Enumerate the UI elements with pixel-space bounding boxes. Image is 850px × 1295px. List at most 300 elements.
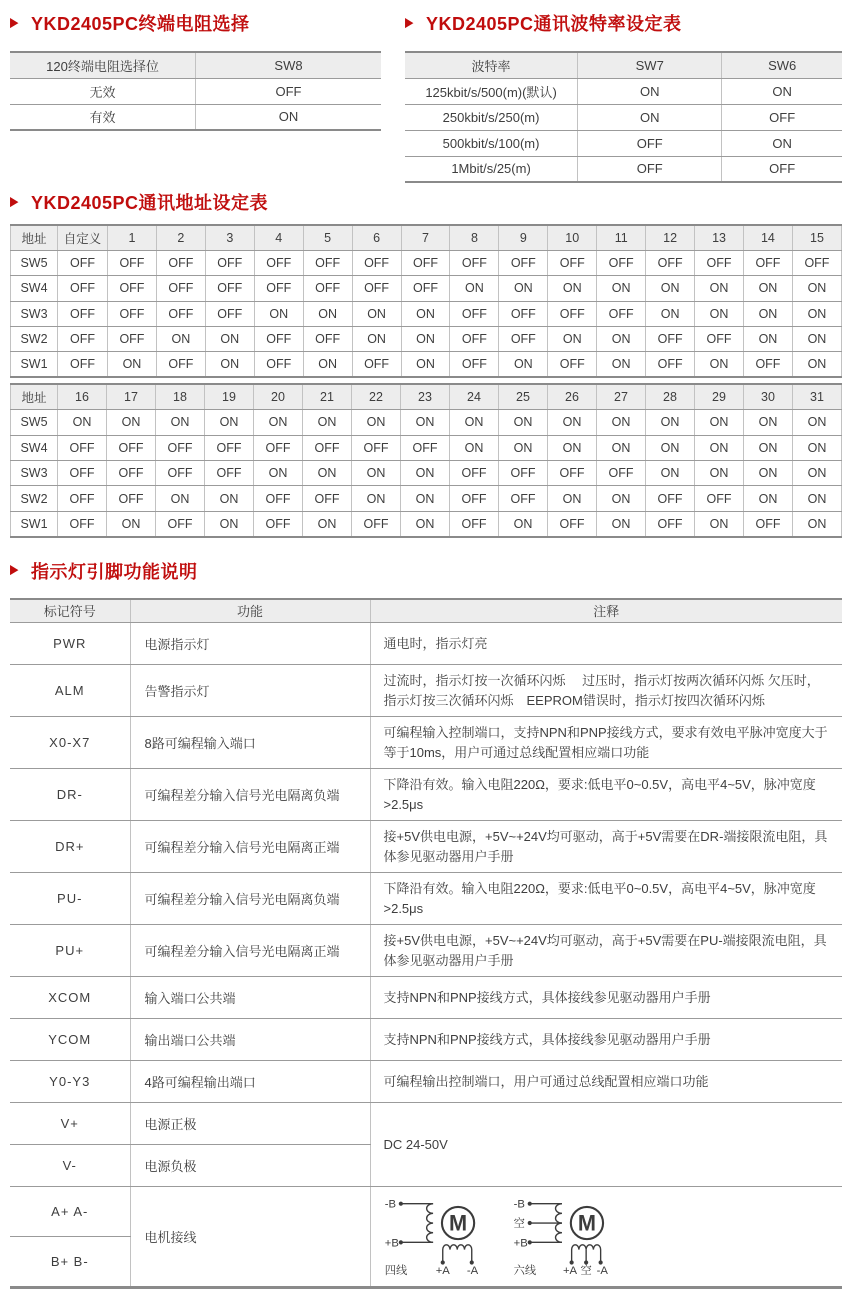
switch-state-cell: OFF xyxy=(58,486,107,511)
address-column-header: 23 xyxy=(401,384,450,409)
switch-state-cell: ON xyxy=(499,435,548,460)
pin-row xyxy=(10,1187,842,1237)
switch-state-cell: OFF xyxy=(58,250,108,275)
switch-state-cell: ON xyxy=(695,276,744,301)
svg-text:空: 空 xyxy=(580,1264,592,1277)
address-column-header: 4 xyxy=(254,225,303,250)
top-tables-row xyxy=(10,10,842,183)
switch-state-cell: OFF xyxy=(743,352,792,377)
switch-state-cell: ON xyxy=(401,301,450,326)
switch-row-header: SW5 xyxy=(11,410,58,435)
address-column-header: 30 xyxy=(744,384,793,409)
table-cell: 500kbit/s/100(m) xyxy=(405,130,578,156)
switch-state-cell: OFF xyxy=(499,461,548,486)
address-column-header: 8 xyxy=(450,225,499,250)
switch-state-cell: ON xyxy=(352,410,401,435)
switch-state-cell: OFF xyxy=(401,435,450,460)
switch-state-cell: ON xyxy=(254,461,303,486)
address-column-header: 24 xyxy=(450,384,499,409)
switch-state-cell: ON xyxy=(695,461,744,486)
pin-function-cell: 可编程差分输入信号光电隔离负端 xyxy=(130,873,370,925)
switch-state-cell: ON xyxy=(108,352,157,377)
switch-state-cell: OFF xyxy=(450,486,499,511)
switch-state-cell: ON xyxy=(401,352,450,377)
address-column-header: 16 xyxy=(58,384,107,409)
switch-state-cell: OFF xyxy=(597,250,646,275)
switch-state-cell: OFF xyxy=(450,352,499,377)
address-column-header: 10 xyxy=(548,225,597,250)
pin-note-cell: 可编程输入控制端口，支持NPN和PNP接线方式，要求有效电平脉冲宽度大于等于10ms，用户可通过总线配置相应端口功能 xyxy=(370,717,842,769)
pin-note-cell: 支持NPN和PNP接线方式，具体接线参见驱动器用户手册 xyxy=(370,977,842,1019)
table-cell: OFF xyxy=(578,156,722,182)
table-cell: 125kbit/s/500(m)(默认) xyxy=(405,78,578,104)
column-header: 120终端电阻选择位 xyxy=(10,52,196,78)
switch-row-header: SW4 xyxy=(11,276,58,301)
switch-state-cell: OFF xyxy=(107,486,156,511)
pin-note-cell: 下降沿有效。输入电阻220Ω，要求:低电平0~0.5V，高电平4~5V，脉冲宽度>2.5μs xyxy=(370,873,842,925)
switch-state-cell: OFF xyxy=(352,511,401,536)
pin-row xyxy=(10,925,842,977)
svg-text:+B: +B xyxy=(384,1237,399,1250)
pin-note-cell: 支持NPN和PNP接线方式，具体接线参见驱动器用户手册 xyxy=(370,1019,842,1061)
switch-state-cell: ON xyxy=(352,461,401,486)
pin-function-cell: 告警指示灯 xyxy=(130,665,370,717)
pin-row xyxy=(10,717,842,769)
switch-state-cell: ON xyxy=(793,486,842,511)
switch-state-cell: OFF xyxy=(156,352,205,377)
switch-state-cell: OFF xyxy=(646,250,695,275)
svg-text:四线: 四线 xyxy=(384,1264,407,1277)
switch-state-cell: ON xyxy=(107,410,156,435)
switch-state-cell: ON xyxy=(450,410,499,435)
switch-state-cell: OFF xyxy=(450,250,499,275)
switch-state-cell: OFF xyxy=(58,352,108,377)
table-cell: ON xyxy=(722,130,842,156)
switch-state-cell: ON xyxy=(156,486,205,511)
switch-state-cell: ON xyxy=(646,435,695,460)
table-row xyxy=(405,130,842,156)
switch-state-cell: OFF xyxy=(107,435,156,460)
switch-state-cell: ON xyxy=(793,461,842,486)
terminal-section-heading xyxy=(10,10,381,36)
switch-state-cell: OFF xyxy=(108,250,157,275)
switch-row xyxy=(11,461,842,486)
switch-row xyxy=(11,352,842,377)
pin-function-cell: 电机接线 xyxy=(130,1187,370,1288)
switch-state-cell: ON xyxy=(156,410,205,435)
triangle-bullet-icon: ▶ xyxy=(10,194,19,209)
switch-state-cell: ON xyxy=(156,327,205,352)
switch-state-cell: ON xyxy=(450,435,499,460)
pin-symbol-cell: B+ B- xyxy=(10,1237,130,1287)
switch-state-cell: ON xyxy=(499,511,548,536)
pin-function-cell: 可编程差分输入信号光电隔离正端 xyxy=(130,821,370,873)
section-pin-functions xyxy=(10,558,842,1289)
six-wire-motor-diagram xyxy=(513,1199,608,1277)
switch-state-cell: OFF xyxy=(58,276,108,301)
pin-symbol-cell: Y0-Y3 xyxy=(10,1061,130,1103)
switch-state-cell: ON xyxy=(597,327,646,352)
switch-state-cell: ON xyxy=(597,511,646,536)
table-row xyxy=(405,104,842,130)
address-table-block-2 xyxy=(10,383,842,537)
switch-state-cell: ON xyxy=(352,327,401,352)
switch-state-cell: ON xyxy=(597,435,646,460)
address-column-header: 27 xyxy=(597,384,646,409)
switch-state-cell: OFF xyxy=(107,461,156,486)
address-column-header: 6 xyxy=(352,225,401,250)
switch-state-cell: ON xyxy=(303,352,352,377)
address-section-heading xyxy=(10,189,842,215)
pin-row xyxy=(10,623,842,665)
switch-state-cell: OFF xyxy=(254,435,303,460)
pin-function-cell: 可编程差分输入信号光电隔离正端 xyxy=(130,925,370,977)
switch-state-cell: OFF xyxy=(499,327,548,352)
switch-state-cell: OFF xyxy=(303,486,352,511)
switch-state-cell: ON xyxy=(646,301,695,326)
switch-row-header: SW1 xyxy=(11,352,58,377)
pin-function-cell: 可编程差分输入信号光电隔离负端 xyxy=(130,769,370,821)
pin-symbol-cell: PWR xyxy=(10,623,130,665)
switch-state-cell: OFF xyxy=(352,352,401,377)
pin-function-table xyxy=(10,598,842,1289)
address-column-header: 15 xyxy=(792,225,841,250)
switch-state-cell: OFF xyxy=(695,327,744,352)
switch-state-cell: OFF xyxy=(58,461,107,486)
section-address-settings xyxy=(10,189,842,538)
table-row xyxy=(405,156,842,182)
address-section-title: YKD2405PC通讯地址设定表 xyxy=(30,193,269,213)
switch-state-cell: OFF xyxy=(156,511,205,536)
address-column-header: 13 xyxy=(695,225,744,250)
switch-state-cell: ON xyxy=(597,352,646,377)
switch-state-cell: ON xyxy=(793,435,842,460)
switch-state-cell: OFF xyxy=(58,511,107,536)
address-column-header: 31 xyxy=(793,384,842,409)
pin-note-cell: 可编程输出控制端口，用户可通过总线配置相应端口功能 xyxy=(370,1061,842,1103)
switch-state-cell: OFF xyxy=(254,352,303,377)
switch-row xyxy=(11,486,842,511)
svg-text:六线: 六线 xyxy=(513,1264,536,1277)
address-column-header: 5 xyxy=(303,225,352,250)
terminal-resistor-table xyxy=(10,51,381,131)
switch-state-cell: OFF xyxy=(108,327,157,352)
pins-section-heading xyxy=(10,558,842,584)
switch-state-cell: OFF xyxy=(205,250,254,275)
switch-state-cell: OFF xyxy=(646,327,695,352)
baud-section-title: YKD2405PC通讯波特率设定表 xyxy=(425,14,682,34)
column-header: SW6 xyxy=(722,52,842,78)
switch-state-cell: OFF xyxy=(352,250,401,275)
pin-function-cell: 电源指示灯 xyxy=(130,623,370,665)
switch-state-cell: OFF xyxy=(58,327,108,352)
pin-row xyxy=(10,1019,842,1061)
address-column-header: 25 xyxy=(499,384,548,409)
svg-text:M: M xyxy=(577,1210,596,1236)
switch-state-cell: OFF xyxy=(548,352,597,377)
svg-text:+A: +A xyxy=(435,1264,450,1277)
pin-function-cell: 输出端口公共端 xyxy=(130,1019,370,1061)
section-baud-rate xyxy=(405,10,842,183)
pin-symbol-cell: PU- xyxy=(10,873,130,925)
switch-state-cell: OFF xyxy=(743,250,792,275)
switch-state-cell: ON xyxy=(499,352,548,377)
pin-note-cell: 接+5V供电电源，+5V~+24V均可驱动，高于+5V需要在DR-端接限流电阻，具体参见驱动器用户手册 xyxy=(370,821,842,873)
switch-row xyxy=(11,327,842,352)
address-column-header: 11 xyxy=(597,225,646,250)
switch-state-cell: OFF xyxy=(597,301,646,326)
switch-state-cell: ON xyxy=(695,352,744,377)
pin-row xyxy=(10,821,842,873)
pin-function-cell: 电源正极 xyxy=(130,1103,370,1145)
table-cell: 250kbit/s/250(m) xyxy=(405,104,578,130)
switch-state-cell: OFF xyxy=(499,301,548,326)
switch-state-cell: ON xyxy=(401,511,450,536)
triangle-bullet-icon: ▶ xyxy=(10,562,19,578)
switch-state-cell: OFF xyxy=(450,511,499,536)
switch-state-cell: OFF xyxy=(792,250,841,275)
switch-state-cell: OFF xyxy=(156,461,205,486)
address-column-header: 29 xyxy=(695,384,744,409)
pin-function-cell: 输入端口公共端 xyxy=(130,977,370,1019)
switch-state-cell: ON xyxy=(792,352,841,377)
switch-state-cell: OFF xyxy=(499,486,548,511)
pin-note-cell: 接+5V供电电源，+5V~+24V均可驱动，高于+5V需要在PU-端接限流电阻，具体参见驱动器用户手册 xyxy=(370,925,842,977)
switch-state-cell: OFF xyxy=(695,486,744,511)
triangle-bullet-icon: ▶ xyxy=(405,15,414,30)
pin-symbol-cell: V- xyxy=(10,1145,130,1187)
switch-state-cell: OFF xyxy=(450,301,499,326)
pin-function-cell: 4路可编程输出端口 xyxy=(130,1061,370,1103)
table-cell: OFF xyxy=(722,104,842,130)
switch-state-cell: ON xyxy=(205,511,254,536)
address-table-block-1 xyxy=(10,224,842,378)
switch-state-cell: ON xyxy=(743,327,792,352)
pin-row xyxy=(10,769,842,821)
column-header: 注释 xyxy=(370,599,842,623)
switch-state-cell: ON xyxy=(499,410,548,435)
table-row xyxy=(10,104,381,130)
switch-row-header: SW2 xyxy=(11,486,58,511)
switch-state-cell: OFF xyxy=(597,461,646,486)
switch-row-header: SW4 xyxy=(11,435,58,460)
switch-state-cell: ON xyxy=(548,276,597,301)
switch-state-cell: ON xyxy=(548,486,597,511)
svg-text:空: 空 xyxy=(513,1218,525,1231)
switch-state-cell: OFF xyxy=(254,327,303,352)
switch-state-cell: ON xyxy=(352,301,401,326)
switch-state-cell: ON xyxy=(597,486,646,511)
switch-state-cell: OFF xyxy=(450,461,499,486)
address-column-header: 28 xyxy=(646,384,695,409)
switch-state-cell: OFF xyxy=(254,276,303,301)
switch-state-cell: ON xyxy=(744,486,793,511)
switch-state-cell: OFF xyxy=(548,511,597,536)
switch-state-cell: OFF xyxy=(303,327,352,352)
switch-state-cell: ON xyxy=(743,276,792,301)
address-column-header: 2 xyxy=(156,225,205,250)
table-cell: ON xyxy=(196,104,382,130)
switch-state-cell: ON xyxy=(401,410,450,435)
switch-state-cell: ON xyxy=(254,410,303,435)
switch-state-cell: OFF xyxy=(58,435,107,460)
switch-state-cell: ON xyxy=(254,301,303,326)
switch-state-cell: OFF xyxy=(646,486,695,511)
switch-state-cell: ON xyxy=(646,461,695,486)
switch-row xyxy=(11,250,842,275)
switch-state-cell: OFF xyxy=(646,511,695,536)
switch-state-cell: ON xyxy=(695,301,744,326)
column-header: SW7 xyxy=(578,52,722,78)
pin-function-cell: 8路可编程输入端口 xyxy=(130,717,370,769)
switch-state-cell: ON xyxy=(793,511,842,536)
pin-symbol-cell: A+ A- xyxy=(10,1187,130,1237)
switch-row-header: SW3 xyxy=(11,301,58,326)
pin-symbol-cell: X0-X7 xyxy=(10,717,130,769)
switch-state-cell: ON xyxy=(205,410,254,435)
switch-state-cell: OFF xyxy=(254,511,303,536)
switch-state-cell: ON xyxy=(401,327,450,352)
switch-state-cell: ON xyxy=(548,435,597,460)
address-column-header: 1 xyxy=(108,225,157,250)
table-cell: 无效 xyxy=(10,78,196,104)
switch-row-header: SW5 xyxy=(11,250,58,275)
switch-state-cell: ON xyxy=(793,410,842,435)
switch-state-cell: ON xyxy=(792,301,841,326)
address-axis-header: 地址 xyxy=(11,384,58,409)
switch-state-cell: OFF xyxy=(548,461,597,486)
switch-state-cell: ON xyxy=(792,276,841,301)
address-column-header: 18 xyxy=(156,384,205,409)
pin-symbol-cell: XCOM xyxy=(10,977,130,1019)
switch-state-cell: ON xyxy=(107,511,156,536)
switch-row xyxy=(11,410,842,435)
pin-symbol-cell: DR- xyxy=(10,769,130,821)
pin-row xyxy=(10,1103,842,1145)
svg-text:M: M xyxy=(448,1210,467,1236)
switch-state-cell: OFF xyxy=(548,301,597,326)
switch-state-cell: ON xyxy=(695,435,744,460)
switch-state-cell: OFF xyxy=(352,435,401,460)
section-terminal-resistor xyxy=(10,10,381,131)
switch-row xyxy=(11,435,842,460)
pin-note-cell: 下降沿有效。输入电阻220Ω，要求:低电平0~0.5V，高电平4~5V，脉冲宽度>2.5μs xyxy=(370,769,842,821)
switch-state-cell: OFF xyxy=(352,276,401,301)
switch-state-cell: OFF xyxy=(205,301,254,326)
switch-state-cell: ON xyxy=(303,461,352,486)
triangle-bullet-icon: ▶ xyxy=(10,15,19,30)
address-axis-header: 地址 xyxy=(11,225,58,250)
pin-function-cell: 电源负极 xyxy=(130,1145,370,1187)
table-row xyxy=(10,78,381,104)
switch-row xyxy=(11,276,842,301)
switch-state-cell: ON xyxy=(744,410,793,435)
address-column-header: 14 xyxy=(743,225,792,250)
switch-state-cell: ON xyxy=(548,327,597,352)
svg-text:-A: -A xyxy=(596,1264,608,1277)
address-column-header: 22 xyxy=(352,384,401,409)
table-cell: 有效 xyxy=(10,104,196,130)
svg-text:-A: -A xyxy=(466,1264,478,1277)
switch-state-cell: ON xyxy=(744,435,793,460)
switch-state-cell: OFF xyxy=(548,250,597,275)
switch-state-cell: OFF xyxy=(401,276,450,301)
switch-state-cell: ON xyxy=(744,461,793,486)
switch-state-cell: OFF xyxy=(744,511,793,536)
switch-state-cell: OFF xyxy=(499,250,548,275)
switch-state-cell: OFF xyxy=(646,352,695,377)
switch-state-cell: OFF xyxy=(156,301,205,326)
address-column-header: 12 xyxy=(646,225,695,250)
switch-row-header: SW3 xyxy=(11,461,58,486)
address-column-header: 7 xyxy=(401,225,450,250)
switch-state-cell: ON xyxy=(792,327,841,352)
pin-row xyxy=(10,1061,842,1103)
pin-note-cell: DC 24-50V xyxy=(370,1103,842,1187)
switch-state-cell: ON xyxy=(205,486,254,511)
switch-state-cell: ON xyxy=(743,301,792,326)
table-cell: OFF xyxy=(722,156,842,182)
switch-state-cell: OFF xyxy=(303,435,352,460)
pin-note-cell: 过流时，指示灯按一次循环闪烁 过压时，指示灯按两次循环闪烁 欠压时，指示灯按三次循环闪烁 EEPROM错误时，指示灯按四次循环闪烁 xyxy=(370,665,842,717)
switch-state-cell: ON xyxy=(597,276,646,301)
pins-section-title: 指示灯引脚功能说明 xyxy=(30,561,198,582)
switch-state-cell: OFF xyxy=(254,250,303,275)
switch-state-cell: ON xyxy=(499,276,548,301)
switch-row-header: SW2 xyxy=(11,327,58,352)
address-column-header: 26 xyxy=(548,384,597,409)
pin-row xyxy=(10,665,842,717)
switch-state-cell: OFF xyxy=(254,486,303,511)
switch-state-cell: OFF xyxy=(303,250,352,275)
motor-wiring-diagram xyxy=(383,1190,633,1277)
address-column-header: 3 xyxy=(205,225,254,250)
four-wire-motor-diagram xyxy=(384,1199,478,1277)
pin-row xyxy=(10,977,842,1019)
svg-text:-B: -B xyxy=(513,1198,525,1211)
column-header: 功能 xyxy=(130,599,370,623)
svg-text:+A: +A xyxy=(562,1264,577,1277)
switch-state-cell: OFF xyxy=(156,250,205,275)
pin-symbol-cell: PU+ xyxy=(10,925,130,977)
switch-state-cell: OFF xyxy=(156,276,205,301)
switch-state-cell: ON xyxy=(401,486,450,511)
switch-row-header: SW1 xyxy=(11,511,58,536)
pin-symbol-cell: YCOM xyxy=(10,1019,130,1061)
table-row xyxy=(405,78,842,104)
address-column-header: 9 xyxy=(499,225,548,250)
terminal-section-title: YKD2405PC终端电阻选择 xyxy=(30,14,250,34)
table-cell: OFF xyxy=(578,130,722,156)
table-cell: ON xyxy=(578,78,722,104)
switch-state-cell: ON xyxy=(58,410,107,435)
switch-state-cell: OFF xyxy=(303,276,352,301)
address-column-header: 20 xyxy=(254,384,303,409)
pin-symbol-cell: ALM xyxy=(10,665,130,717)
pin-note-cell: 通电时，指示灯亮 xyxy=(370,623,842,665)
switch-state-cell: OFF xyxy=(695,250,744,275)
switch-state-cell: ON xyxy=(695,410,744,435)
switch-state-cell: ON xyxy=(548,410,597,435)
column-header: 标记符号 xyxy=(10,599,130,623)
svg-text:+B: +B xyxy=(513,1237,528,1250)
baud-rate-table xyxy=(405,51,842,183)
table-cell: 1Mbit/s/25(m) xyxy=(405,156,578,182)
switch-state-cell: ON xyxy=(646,410,695,435)
switch-state-cell: OFF xyxy=(58,301,108,326)
column-header: 波特率 xyxy=(405,52,578,78)
switch-state-cell: ON xyxy=(597,410,646,435)
